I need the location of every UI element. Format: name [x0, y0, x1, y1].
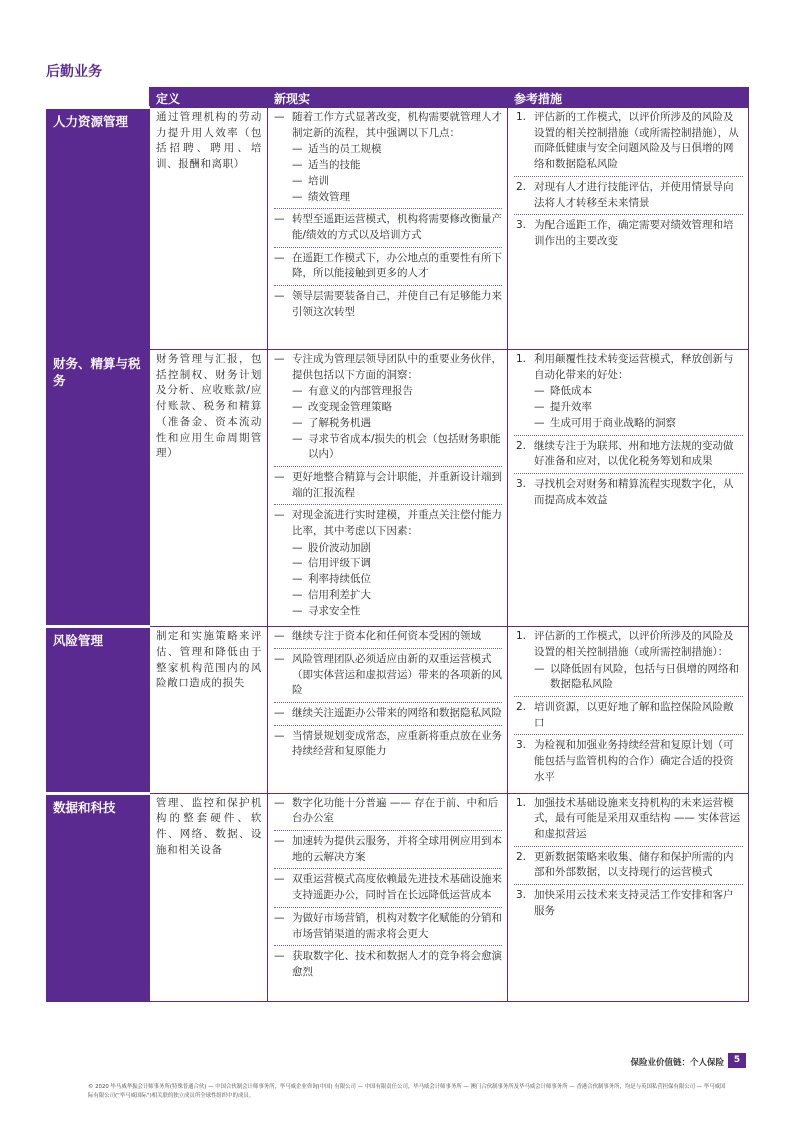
measures-list: [514, 796, 743, 923]
header-definition: 定义: [150, 88, 268, 108]
list-item: [514, 629, 743, 697]
sub-list-item: — 降低成本: [534, 384, 743, 400]
sub-list-item: — 绩效管理: [292, 190, 502, 206]
list-item: [274, 652, 502, 703]
row-category: 财务、精算与税务: [47, 350, 150, 627]
list-item-number: 3.: [516, 219, 527, 232]
list-item: [274, 949, 502, 983]
new-reality-list: [274, 629, 502, 763]
sub-list-item: — 了解税务机遇: [292, 416, 502, 432]
list-item: [274, 470, 502, 505]
list-item-number: 2.: [516, 850, 527, 863]
list-item: [274, 251, 502, 286]
table-row: [47, 350, 749, 627]
sub-list: [292, 142, 502, 205]
list-item-text: 为配合遥距工作，确定需要对绩效管理和培训作出的主要改变: [534, 219, 734, 247]
row-new-reality: [268, 793, 508, 1001]
sub-list: [534, 384, 743, 431]
list-item: [274, 796, 502, 831]
list-item-text: 利用颠覆性技术转变运营模式，释放创新与自动化带来的好处：: [534, 353, 734, 381]
list-item-text: 培训资源，以更好地了解和监控保险风险敞口: [534, 701, 734, 729]
row-definition: 管理、监控和保护机构的整套硬件、软件、网络、数据、设施和相关设备: [150, 793, 268, 1001]
sub-list-item: — 寻求安全性: [292, 604, 502, 620]
new-reality-list: [274, 796, 502, 984]
list-item-text: 专注成为管理层领导团队中的重要业务伙伴，提供包括以下方面的洞察：: [292, 353, 502, 381]
list-item-text: 当情景规划变成常态，应重新将重点放在业务持续经营和复原能力: [292, 729, 502, 758]
table-row: [47, 793, 749, 1001]
sub-list-item: — 信用评级下调: [292, 556, 502, 572]
list-item-text: 获取数字化、技术和数据人才的竞争将会愈演愈烈: [292, 950, 502, 978]
table-row: [47, 108, 749, 350]
list-item-number: 1.: [516, 353, 527, 365]
list-item-number: 1.: [516, 630, 527, 643]
list-item-number: 2.: [516, 439, 527, 452]
list-item-number: 3.: [516, 739, 527, 752]
page-number: 5: [728, 1053, 746, 1068]
list-item: [274, 872, 502, 907]
list-item: [274, 289, 502, 323]
list-item-text: 加速转为提供云服务，并将全球用例应用到本地的云解决方案: [292, 834, 502, 863]
list-item: [514, 218, 743, 252]
list-item-text: 更好地整合精算与会计职能，并重新设计端到端的汇报流程: [292, 470, 502, 499]
list-item-number: 2.: [516, 701, 527, 714]
sub-list-item: — 有意义的内部管理报告: [292, 384, 502, 400]
list-item: [514, 700, 743, 735]
row-new-reality: [268, 108, 508, 350]
list-item-number: 1.: [516, 796, 527, 809]
table-row: [47, 627, 749, 793]
list-item: [514, 352, 743, 436]
new-reality-list: [274, 352, 502, 622]
row-new-reality: [268, 627, 508, 793]
list-item-text: 在遥距工作模式下，办公地点的重要性有所下降，所以能接触到更多的人才: [292, 251, 502, 280]
sub-list: [292, 384, 502, 463]
list-item: [274, 110, 502, 209]
sub-list-item: — 适当的技能: [292, 158, 502, 174]
list-item-number: 3.: [516, 477, 527, 490]
sub-list-item: — 股价波动加剧: [292, 541, 502, 557]
list-item-text: 双重运营模式高度依赖最先进技术基础设施来支持遥距办公，同时旨在长远降低运营成本: [292, 873, 502, 902]
list-item-text: 随着工作方式显著改变，机构需要就管理人才制定新的流程，其中强调以下几点：: [292, 111, 502, 139]
header-corner: [47, 88, 150, 108]
list-item: [514, 180, 743, 215]
list-item-text: 领导层需要装备自己，并使自己有足够能力来引领这次转型: [292, 290, 502, 318]
row-measures: [508, 350, 749, 627]
sub-list-item: — 利率持续低位: [292, 572, 502, 588]
measures-list: [514, 110, 743, 253]
list-item: [514, 738, 743, 788]
sub-list-item: — 提升效率: [534, 400, 743, 416]
sub-list-item: — 改变现金管理策略: [292, 400, 502, 416]
list-item: [274, 629, 502, 649]
list-item-text: 加强技术基础设施来支持机构的未来运营模式，最有可能是采用双重结构 —— 实体营运和虚拟营运: [534, 796, 741, 840]
list-item-text: 对现金流进行实时建模，并重点关注偿付能力比率，其中考虑以下因素：: [292, 509, 502, 538]
row-category: 数据和科技: [47, 793, 150, 1001]
sub-list-item: — 信用利差扩大: [292, 588, 502, 604]
list-item-text: 转型至遥距运营模式，机构将需要修改衡量产能/绩效的方式以及培训方式: [292, 213, 502, 241]
row-definition: 财务管理与汇报，包括控制权、财务计划及分析、应收账款/应付账款、税务和精算（准备金、资本流动性和应用生命周期管理）: [150, 350, 268, 627]
row-measures: [508, 793, 749, 1001]
list-item: [274, 706, 502, 726]
row-definition: 通过管理机构的劳动力提升用人效率（包括招聘、聘用、培训、报酬和离职）: [150, 108, 268, 350]
sub-list-item: — 生成可用于商业战略的洞察: [534, 416, 743, 432]
row-category: 风险管理: [47, 627, 150, 793]
row-measures: [508, 627, 749, 793]
list-item-text: 评估新的工作模式，以评价所涉及的风险及设置的相关控制措施（或所需控制措施），从而降低健康与安全问题风险及与日俱增的网络和数据隐私风险: [534, 111, 739, 171]
sub-list-item: — 寻求节省成本/损失的机会（包括财务职能以内）: [292, 432, 502, 463]
table-header-row: [47, 88, 749, 108]
header-measures: 参考措施: [508, 88, 749, 108]
copyright-notice: © 2020 毕马威华振会计师事务所(特殊普通合伙) — 中国合伙制会计师事务所，毕马威企业咨询(中国) 有限公司 — 中国有限责任公司，毕马威会计师事务所 — 澳门合伙制事务所及毕马威会计师事务所 — 香港合伙制事务所，均是与英国私营担保有限公司 — 毕马威国际有限公司(“毕马威国际”)相关联的独立成员所全球性组织中的成员。: [88, 1084, 726, 1099]
measures-list: [514, 352, 743, 511]
row-category: 人力资源管理: [47, 108, 150, 350]
list-item: [514, 850, 743, 885]
list-item-text: 数字化功能十分普遍 —— 存在于前、中和后台办公室: [292, 796, 499, 825]
list-item-text: 继续关注遥距办公带来的网络和数据隐私风险: [292, 707, 502, 720]
header-new-reality: 新现实: [268, 88, 508, 108]
list-item-text: 继续专注于资本化和任何资本受困的领域: [292, 630, 481, 643]
list-item-number: 3.: [516, 889, 527, 902]
sub-list-item: — 适当的员工规模: [292, 142, 502, 158]
list-item-text: 风险管理团队必须适应由新的双重运营模式（即实体营运和虚拟营运）带来的各项新的风险: [292, 652, 502, 697]
list-item: [514, 888, 743, 922]
measures-list: [514, 629, 743, 788]
list-item-text: 继续专注于为联邦、州和地方法规的变动做好准备和应对，以优化税务筹划和成果: [534, 439, 734, 468]
row-new-reality: [268, 350, 508, 627]
list-item-text: 更新数据策略来收集、储存和保护所需的内部和外部数据，以支持现行的运营模式: [534, 850, 734, 879]
new-reality-list: [274, 110, 502, 323]
sub-list-item: — 以降低固有风险，包括与日俱增的网络和数据隐私风险: [534, 662, 743, 693]
sub-list-item: — 培训: [292, 174, 502, 190]
list-item-text: 评估新的工作模式，以评价所涉及的风险及设置的相关控制措施（或所需控制措施）：: [534, 630, 734, 658]
sub-list: [534, 662, 743, 693]
list-item-text: 为检视和加强业务持续经营和复原计划（可能包括与监管机构的合作）确定合适的投资水平: [534, 739, 734, 783]
list-item: [274, 352, 502, 467]
row-measures: [508, 108, 749, 350]
list-item: [514, 439, 743, 474]
list-item: [274, 834, 502, 869]
list-item: [514, 477, 743, 511]
list-item: [274, 729, 502, 763]
list-item: [274, 508, 502, 622]
list-item-text: 对现有人才进行技能评估，并使用情景导向法将人才转移至未来情景: [534, 180, 734, 209]
list-item: [274, 911, 502, 946]
row-definition: 制定和实施策略来评估、管理和降低由于整家机构范围内的风险敞口造成的损失: [150, 627, 268, 793]
list-item-number: 1.: [516, 111, 527, 123]
list-item-text: 寻找机会对财务和精算流程实现数字化，从而提高成本效益: [534, 477, 734, 506]
section-title: 后勤业务: [46, 64, 102, 80]
list-item-text: 加快采用云技术来支持灵活工作安排和客户服务: [534, 889, 734, 917]
footer-label: 保险业价值链：个人保险: [630, 1058, 724, 1068]
list-item-text: 为做好市场营销，机构对数字化赋能的分销和市场营销渠道的需求将会更大: [292, 911, 502, 940]
sub-list: [292, 541, 502, 620]
list-item-number: 2.: [516, 180, 527, 193]
list-item: [514, 110, 743, 177]
back-office-table: [46, 87, 749, 1002]
list-item: [514, 796, 743, 847]
list-item: [274, 212, 502, 247]
